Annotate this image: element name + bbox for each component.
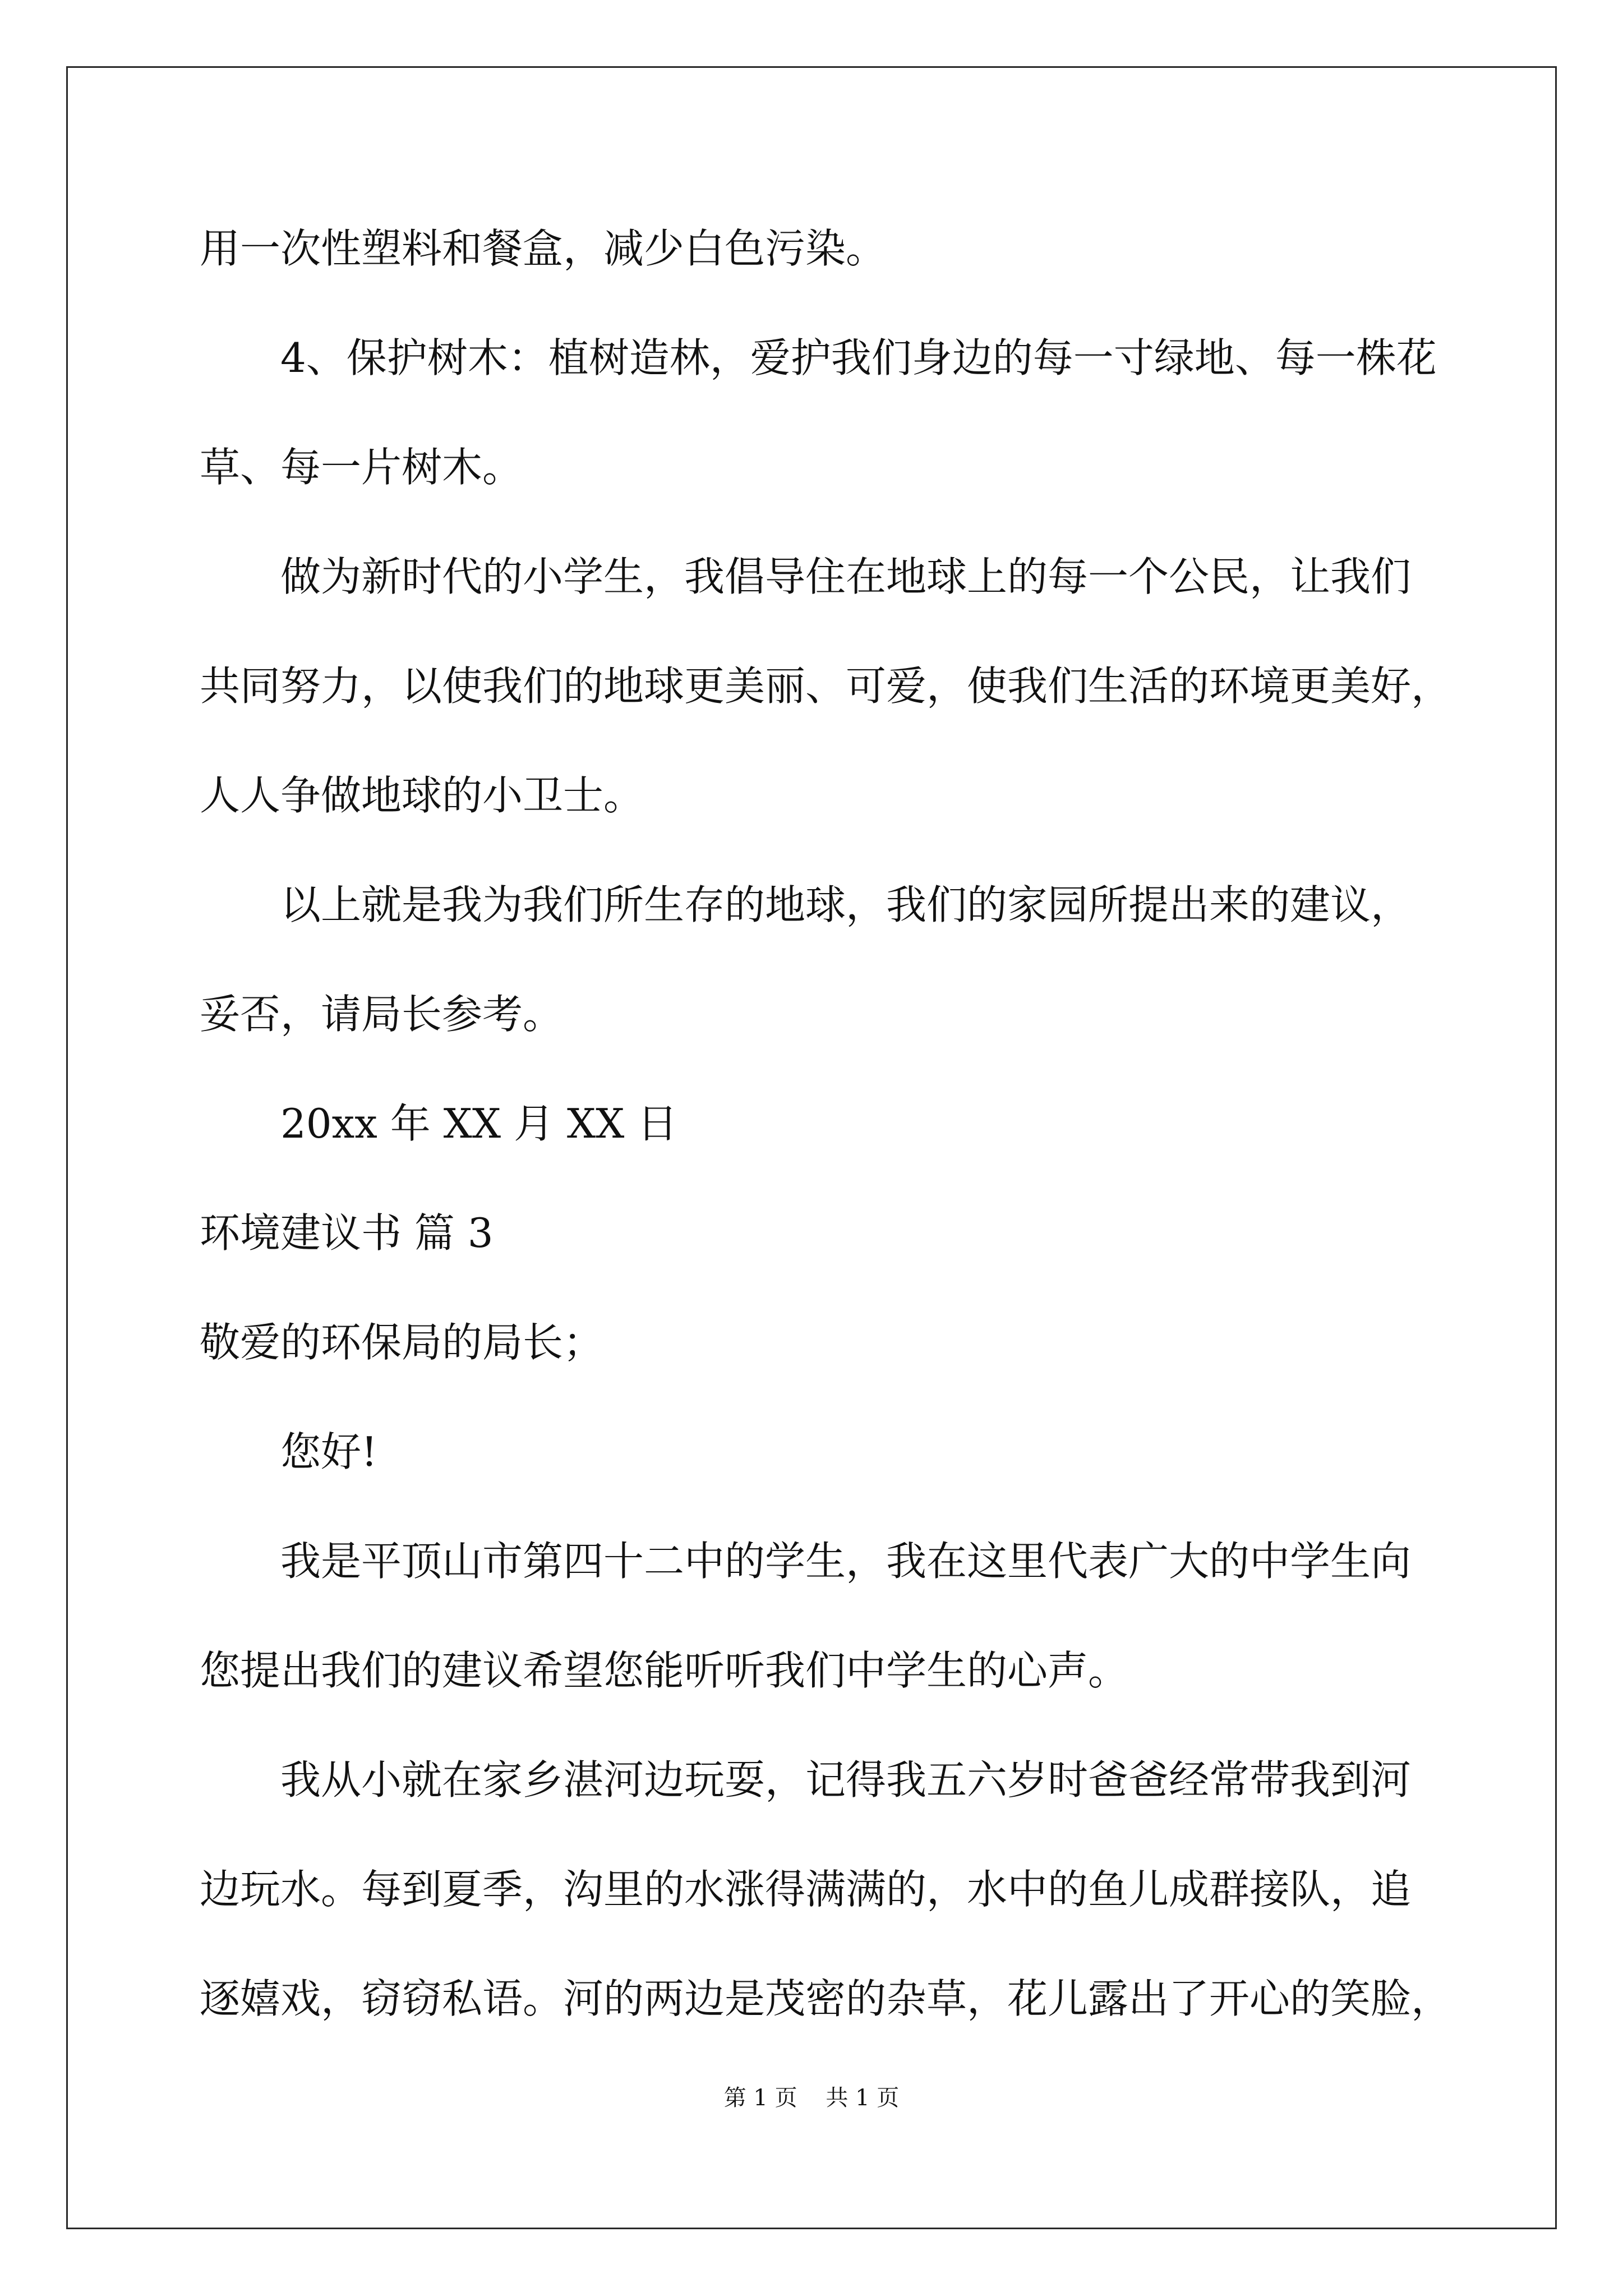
paragraph-line: 逐嬉戏，窃窃私语。河的两边是茂密的杂草，花儿露出了开心的笑脸， bbox=[200, 1975, 1452, 2022]
paragraph-line: 我从小就在家乡湛河边玩耍，记得我五六岁时爸爸经常带我到河 bbox=[280, 1756, 1412, 1803]
date-line: 20xx 年 XX 月 XX 日 bbox=[280, 1100, 678, 1147]
page-number-footer: 第 1 页 共 1 页 bbox=[723, 2085, 900, 2111]
paragraph-line: 共同努力，以使我们的地球更美丽、可爱，使我们生活的环境更美好， bbox=[200, 662, 1452, 710]
paragraph-line: 人人争做地球的小卫士。 bbox=[200, 772, 644, 819]
paragraph-line: 草、每一片树木。 bbox=[200, 444, 523, 491]
salutation: 敬爱的环保局的局长； bbox=[200, 1319, 604, 1366]
paragraph-line: 用一次性塑料和餐盒，减少白色污染。 bbox=[200, 225, 887, 272]
paragraph-line: 以上就是我为我们所生存的地球，我们的家园所提出来的建议， bbox=[280, 881, 1412, 928]
paragraph-line: 边玩水。每到夏季，沟里的水涨得满满的，水中的鱼儿成群接队，追 bbox=[200, 1866, 1412, 1913]
paragraph-line: 您提出我们的建议希望您能听听我们中学生的心声。 bbox=[200, 1647, 1129, 1694]
greeting: 您好! bbox=[280, 1428, 377, 1475]
paragraph-line: 4、保护树木：植树造林，爱护我们身边的每一寸绿地、每一株花 bbox=[280, 334, 1437, 381]
paragraph-line: 妥否，请局长参考。 bbox=[200, 991, 564, 1038]
section-heading: 环境建议书 篇 3 bbox=[200, 1209, 494, 1257]
paragraph-line: 做为新时代的小学生，我倡导住在地球上的每一个公民，让我们 bbox=[280, 553, 1412, 600]
paragraph-line: 我是平顶山市第四十二中的学生，我在这里代表广大的中学生向 bbox=[280, 1538, 1412, 1585]
